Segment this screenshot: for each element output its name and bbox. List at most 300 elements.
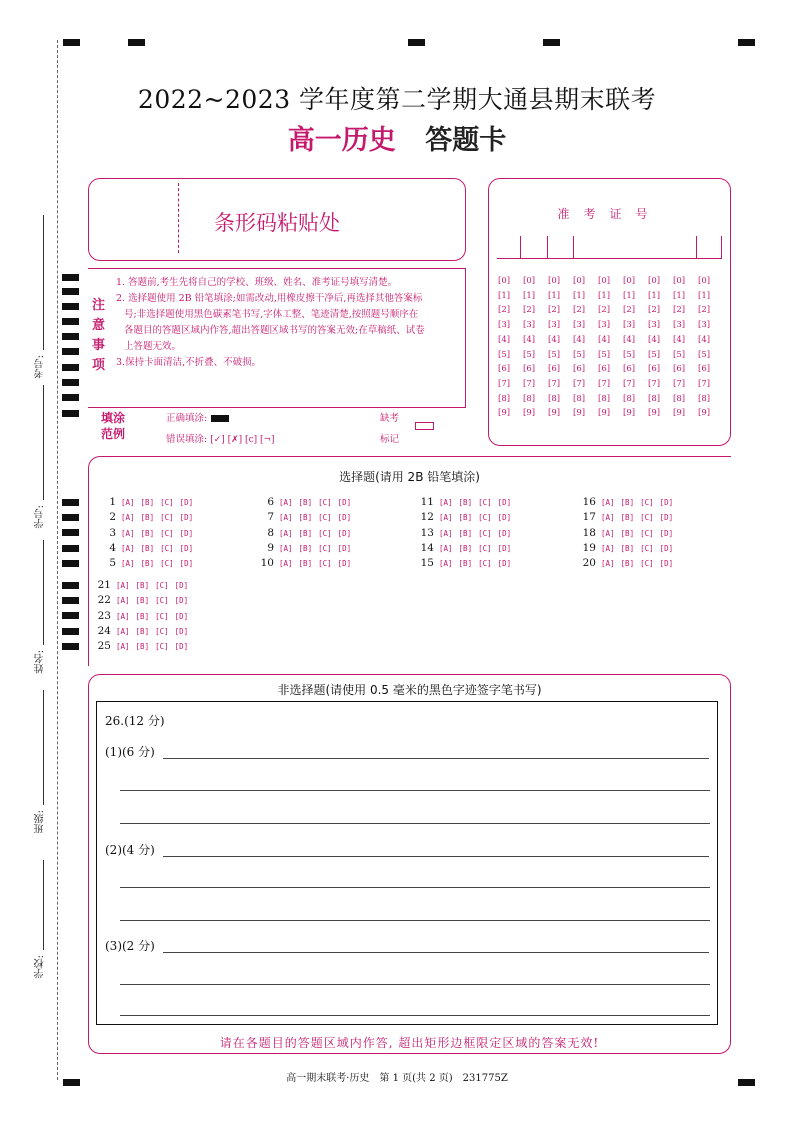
exam-id-bubble[interactable]: [3] xyxy=(573,320,586,331)
exam-id-bubble[interactable]: [1] xyxy=(673,290,686,301)
mc-question-number: 20 xyxy=(582,557,596,570)
mc-option-bubble[interactable]: [A] xyxy=(279,498,293,507)
mc-option-bubble[interactable]: [A] xyxy=(116,596,130,606)
mc-option-bubble[interactable]: [C] xyxy=(155,626,169,636)
exam-id-bubble[interactable]: [8] xyxy=(548,393,561,404)
exam-id-bubble[interactable]: [7] xyxy=(623,378,636,389)
student-no-label: 学号: xyxy=(35,505,46,529)
exam-id-bubble[interactable]: [5] xyxy=(548,349,561,360)
exam-id-bubble[interactable]: [4] xyxy=(548,334,561,345)
mc-question-number: 12 xyxy=(420,511,434,524)
free-response-title: 非选择题(请使用 0.5 毫米的黑色字迹签字笔书写) xyxy=(277,683,542,697)
multiple-choice-title: 选择题(请用 2B 铅笔填涂) xyxy=(339,470,480,484)
exam-id-bubble[interactable]: [3] xyxy=(523,320,536,331)
exam-id-bubble[interactable]: [1] xyxy=(548,290,561,301)
timing-mark xyxy=(62,394,79,401)
timing-mark xyxy=(62,379,79,386)
exam-id-bubble[interactable]: [2] xyxy=(648,305,661,316)
exam-id-bubble[interactable]: [3] xyxy=(673,320,686,331)
exam-id-bubble[interactable]: [2] xyxy=(598,305,611,316)
mc-option-bubble[interactable]: [C] xyxy=(478,513,492,523)
mc-option-bubble[interactable]: [A] xyxy=(279,528,293,538)
mc-option-bubble[interactable]: [B] xyxy=(140,559,155,569)
mc-option-bubble[interactable]: [C] xyxy=(318,543,332,553)
correct-fill-row xyxy=(166,410,229,424)
mc-option-bubble[interactable]: [B] xyxy=(458,559,473,569)
exam-id-bubble[interactable]: [7] xyxy=(698,378,711,389)
exam-id-bubble[interactable]: [7] xyxy=(673,378,686,389)
student-no-field[interactable] xyxy=(43,385,44,500)
timing-mark xyxy=(62,410,79,417)
mc-option-bubble[interactable]: [D] xyxy=(174,626,189,636)
exam-id-bubble[interactable]: [6] xyxy=(498,364,511,375)
mc-question-number: 13 xyxy=(420,526,434,539)
exam-id-bubble[interactable]: [2] xyxy=(623,305,636,316)
exam-id-bubble[interactable]: [9] xyxy=(598,408,611,419)
exam-id-bubble[interactable]: [2] xyxy=(548,305,561,316)
alignment-mark xyxy=(63,39,80,46)
exam-id-bubble[interactable]: [6] xyxy=(548,364,561,375)
answer-line[interactable] xyxy=(120,790,710,791)
mc-option-bubble[interactable]: [A] xyxy=(116,626,130,636)
timing-mark xyxy=(62,582,79,589)
exam-id-bubble[interactable]: [8] xyxy=(698,393,711,404)
mc-option-bubble[interactable]: [A] xyxy=(116,581,130,590)
answer-line[interactable] xyxy=(120,887,710,888)
exam-id-bubble[interactable]: [3] xyxy=(598,320,611,331)
mc-question xyxy=(580,496,679,508)
notes-heading-char: 注 xyxy=(92,298,106,313)
mc-option-bubble[interactable]: [D] xyxy=(174,581,189,590)
mc-question-number: 8 xyxy=(267,526,274,539)
exam-id-bubble[interactable]: [8] xyxy=(573,393,586,404)
mc-question-number: 1 xyxy=(109,496,116,508)
exam-id-bubble[interactable]: [5] xyxy=(648,349,661,360)
page-title: 2022~2023 学年度第二学期大通县期末联考 xyxy=(137,85,657,114)
exam-id-bubble[interactable]: [1] xyxy=(573,290,586,301)
mc-option-bubble[interactable]: [C] xyxy=(318,559,332,569)
class-field[interactable] xyxy=(43,690,44,805)
timing-mark xyxy=(62,364,79,371)
exam-id-bubble[interactable]: [5] xyxy=(523,349,536,360)
mc-option-bubble[interactable]: [D] xyxy=(659,498,674,507)
note-item: 3.保持卡面清洁,不折叠、不破损。 xyxy=(116,357,262,368)
mc-option-bubble[interactable]: [B] xyxy=(458,543,473,553)
timing-mark xyxy=(62,514,79,521)
exam-id-bubble[interactable]: [7] xyxy=(498,378,511,389)
mc-option-bubble[interactable]: [C] xyxy=(640,528,654,538)
exam-id-bubble[interactable]: [7] xyxy=(573,378,586,389)
mc-option-bubble[interactable]: [A] xyxy=(116,611,130,621)
answer-line[interactable] xyxy=(120,920,710,921)
exam-id-digit-row xyxy=(498,303,723,318)
alignment-mark xyxy=(128,39,145,46)
card-label: 答题卡 xyxy=(425,125,507,156)
mc-option-bubble[interactable]: [A] xyxy=(121,528,135,538)
timing-mark xyxy=(62,612,79,619)
mc-question-number: 25 xyxy=(97,640,111,653)
mc-question xyxy=(258,496,357,508)
exam-id-bubble[interactable]: [5] xyxy=(673,349,686,360)
exam-id-bubble[interactable]: [4] xyxy=(623,334,636,345)
mc-option-bubble[interactable]: [B] xyxy=(135,642,150,652)
mc-option-bubble[interactable]: [A] xyxy=(116,642,130,652)
mc-option-bubble[interactable]: [C] xyxy=(160,543,174,553)
mc-option-bubble[interactable]: [A] xyxy=(279,559,293,569)
mc-option-bubble[interactable]: [A] xyxy=(439,528,453,538)
timing-mark xyxy=(62,318,79,325)
exam-id-bubble[interactable]: [7] xyxy=(548,378,561,389)
mc-option-bubble[interactable]: [A] xyxy=(601,528,615,538)
fill-example-heading xyxy=(101,410,125,442)
exam-id-bubble[interactable]: [8] xyxy=(523,393,536,404)
mc-option-bubble[interactable]: [D] xyxy=(497,528,512,538)
mc-question xyxy=(258,511,357,523)
mc-option-bubble[interactable]: [C] xyxy=(640,559,654,569)
notes-text xyxy=(116,275,466,371)
mc-option-bubble[interactable]: [C] xyxy=(478,543,492,553)
mc-option-bubble[interactable]: [B] xyxy=(135,581,150,590)
mc-question-number: 3 xyxy=(109,526,116,539)
exam-id-bubble[interactable]: [4] xyxy=(573,334,586,345)
mc-question xyxy=(258,542,357,554)
mc-option-bubble[interactable]: [A] xyxy=(601,543,615,553)
correct-fill-mark xyxy=(211,415,229,422)
mc-option-bubble[interactable]: [C] xyxy=(160,498,174,507)
mc-question-number: 4 xyxy=(109,541,116,554)
mc-option-bubble[interactable]: [B] xyxy=(140,498,155,507)
notes-heading-char: 意 xyxy=(92,318,106,333)
answer-line[interactable] xyxy=(163,856,709,857)
exam-id-bubble[interactable]: [4] xyxy=(673,334,686,345)
mc-question xyxy=(580,511,679,523)
mc-option-bubble[interactable]: [D] xyxy=(659,528,674,538)
mc-option-bubble[interactable]: [C] xyxy=(155,611,169,621)
mc-option-bubble[interactable]: [B] xyxy=(620,559,635,569)
mc-option-bubble[interactable]: [A] xyxy=(279,543,293,553)
exam-id-bubble[interactable]: [0] xyxy=(548,276,561,286)
fill-heading-line: 范例 xyxy=(101,427,126,441)
mc-option-bubble[interactable]: [B] xyxy=(620,498,635,507)
mc-option-bubble[interactable]: [D] xyxy=(497,559,512,569)
exam-id-bubble-grid[interactable] xyxy=(498,274,723,421)
exam-id-bubble[interactable]: [3] xyxy=(698,320,711,331)
mc-option-bubble[interactable]: [D] xyxy=(174,596,189,606)
mc-option-bubble[interactable]: [B] xyxy=(298,528,313,538)
exam-id-digit-row xyxy=(498,348,723,363)
mc-option-bubble[interactable]: [D] xyxy=(179,559,194,569)
mc-question xyxy=(580,527,679,539)
mc-option-bubble[interactable]: [B] xyxy=(620,543,635,553)
mc-option-bubble[interactable]: [D] xyxy=(174,642,189,652)
mc-option-bubble[interactable]: [B] xyxy=(298,498,313,507)
note-item: 各题目的答题区域内作答,超出答题区域书写的答案无效;在草稿纸、试卷 xyxy=(124,325,425,336)
barcode-label: 条形码粘贴处 xyxy=(214,211,340,235)
mc-question xyxy=(100,557,199,569)
absent-label-2: 标记 xyxy=(380,434,400,445)
exam-id-bubble[interactable]: [2] xyxy=(573,305,586,316)
exam-id-bubble[interactable]: [9] xyxy=(573,408,586,419)
exam-id-bubble[interactable]: [7] xyxy=(648,378,661,389)
mc-option-bubble[interactable]: [A] xyxy=(121,498,135,507)
mc-option-bubble[interactable]: [C] xyxy=(155,581,169,590)
exam-id-bubble[interactable]: [4] xyxy=(698,334,711,345)
timing-mark xyxy=(62,643,79,650)
mc-option-bubble[interactable]: [B] xyxy=(458,498,473,507)
exam-id-bubble[interactable]: [0] xyxy=(598,276,611,286)
exam-id-bubble[interactable]: [6] xyxy=(673,364,686,375)
exam-id-bubble[interactable]: [3] xyxy=(623,320,636,331)
exam-id-bubble[interactable]: [2] xyxy=(523,305,536,316)
mc-option-bubble[interactable]: [D] xyxy=(659,513,674,523)
mc-option-bubble[interactable]: [D] xyxy=(337,559,352,569)
timing-mark xyxy=(62,597,79,604)
exam-id-bubble[interactable]: [8] xyxy=(623,393,636,404)
mc-option-bubble[interactable]: [D] xyxy=(659,559,674,569)
answer-line[interactable] xyxy=(120,823,710,824)
exam-id-bubble[interactable]: [1] xyxy=(698,290,711,301)
exam-id-digit-row xyxy=(498,392,723,407)
exam-id-bubble[interactable]: [5] xyxy=(698,349,711,360)
exam-id-bubble[interactable]: [8] xyxy=(598,393,611,404)
mc-option-bubble[interactable]: [D] xyxy=(497,513,512,523)
mc-option-bubble[interactable]: [B] xyxy=(298,543,313,553)
mc-option-bubble[interactable]: [C] xyxy=(478,498,492,507)
note-item: 号;非选择题使用黑色碳素笔书写,字体工整、笔迹清楚,按照题号顺序在 xyxy=(124,309,419,320)
exam-id-bubble[interactable]: [9] xyxy=(648,408,661,419)
timing-mark xyxy=(62,628,79,635)
mc-option-bubble[interactable]: [A] xyxy=(601,559,615,569)
mc-question-number: 11 xyxy=(420,496,434,508)
mc-option-bubble[interactable]: [B] xyxy=(140,543,155,553)
mc-option-bubble[interactable]: [A] xyxy=(121,543,135,553)
exam-id-bubble[interactable]: [6] xyxy=(523,364,536,375)
mc-option-bubble[interactable]: [D] xyxy=(337,513,352,523)
mc-option-bubble[interactable]: [B] xyxy=(140,528,155,538)
exam-id-bubble[interactable]: [5] xyxy=(623,349,636,360)
mc-question xyxy=(258,527,357,539)
mc-question-number: 24 xyxy=(97,624,111,637)
fill-heading-line: 填涂 xyxy=(101,411,126,425)
exam-id-bubble[interactable]: [8] xyxy=(648,393,661,404)
part-3-label: (3)(2 分) xyxy=(105,939,155,953)
exam-id-bubble[interactable]: [6] xyxy=(698,364,711,375)
exam-id-bubble[interactable]: [4] xyxy=(498,334,511,345)
mc-option-bubble[interactable]: [C] xyxy=(640,543,654,553)
mc-option-bubble[interactable]: [B] xyxy=(620,513,635,523)
timing-mark xyxy=(62,333,79,340)
exam-id-bubble[interactable]: [3] xyxy=(548,320,561,331)
exam-id-write-cells[interactable] xyxy=(497,236,722,259)
exam-id-bubble[interactable]: [5] xyxy=(498,349,511,360)
exam-no-label: 考号: xyxy=(35,355,46,379)
mc-option-bubble[interactable]: [A] xyxy=(439,498,453,507)
part-2-label: (2)(4 分) xyxy=(105,843,155,857)
school-label: 学校: xyxy=(35,955,46,979)
exam-id-bubble[interactable]: [8] xyxy=(673,393,686,404)
mc-option-bubble[interactable]: [C] xyxy=(155,642,169,652)
mc-option-bubble[interactable]: [D] xyxy=(179,498,194,507)
answer-line[interactable] xyxy=(120,984,710,985)
mc-option-bubble[interactable]: [D] xyxy=(337,498,352,507)
exam-id-bubble[interactable]: [5] xyxy=(598,349,611,360)
exam-id-bubble[interactable]: [8] xyxy=(498,393,511,404)
exam-id-bubble[interactable]: [1] xyxy=(648,290,661,301)
mc-option-bubble[interactable]: [B] xyxy=(140,513,155,523)
exam-id-bubble[interactable]: [6] xyxy=(598,364,611,375)
question-26-label: 26.(12 分) xyxy=(105,714,165,728)
exam-id-bubble[interactable]: [3] xyxy=(498,320,511,331)
exam-id-bubble[interactable]: [9] xyxy=(523,408,536,419)
mc-option-bubble[interactable]: [C] xyxy=(160,528,174,538)
mc-option-bubble[interactable]: [D] xyxy=(179,528,194,538)
mc-option-bubble[interactable]: [A] xyxy=(279,513,293,523)
exam-id-bubble[interactable]: [1] xyxy=(623,290,636,301)
exam-id-bubble[interactable]: [0] xyxy=(673,276,686,286)
name-field[interactable] xyxy=(43,540,44,645)
mc-option-bubble[interactable]: [A] xyxy=(439,543,453,553)
mc-option-bubble[interactable]: [A] xyxy=(601,513,615,523)
mc-question-number: 16 xyxy=(582,496,596,508)
mc-option-bubble[interactable]: [A] xyxy=(439,513,453,523)
mc-question xyxy=(100,511,199,523)
exam-id-bubble[interactable]: [7] xyxy=(523,378,536,389)
mc-option-bubble[interactable]: [C] xyxy=(640,498,654,507)
mc-option-bubble[interactable]: [C] xyxy=(478,559,492,569)
mc-option-bubble[interactable]: [B] xyxy=(620,528,635,538)
alignment-mark xyxy=(408,39,425,46)
exam-id-digit-row xyxy=(498,333,723,348)
mc-option-bubble[interactable]: [C] xyxy=(160,559,174,569)
mc-question xyxy=(100,542,199,554)
mc-option-bubble[interactable]: [B] xyxy=(135,596,150,606)
exam-id-bubble[interactable]: [0] xyxy=(498,276,511,286)
exam-id-bubble[interactable]: [0] xyxy=(648,276,661,286)
exam-id-bubble[interactable]: [1] xyxy=(498,290,511,301)
mc-option-bubble[interactable]: [B] xyxy=(298,559,313,569)
mc-option-bubble[interactable]: [B] xyxy=(458,528,473,538)
exam-id-bubble[interactable]: [6] xyxy=(648,364,661,375)
mc-question xyxy=(95,579,194,591)
exam-id-bubble[interactable]: [4] xyxy=(648,334,661,345)
class-label: 班级: xyxy=(35,810,46,834)
exam-id-bubble[interactable]: [2] xyxy=(498,305,511,316)
exam-id-digit-row xyxy=(498,377,723,392)
exam-id-bubble[interactable]: [0] xyxy=(523,276,536,286)
mc-option-bubble[interactable]: [C] xyxy=(318,498,332,507)
timing-mark xyxy=(62,348,79,355)
mc-question xyxy=(95,594,194,606)
school-field[interactable] xyxy=(43,860,44,950)
note-item: 2. 选择题使用 2B 铅笔填涂;如需改动,用橡皮擦干净后,再选择其他答案标 xyxy=(116,293,423,304)
exam-id-bubble[interactable]: [0] xyxy=(573,276,586,286)
mc-option-bubble[interactable]: [C] xyxy=(318,513,332,523)
answer-line[interactable] xyxy=(163,952,709,953)
exam-no-field[interactable] xyxy=(43,215,44,350)
mc-option-bubble[interactable]: [A] xyxy=(121,513,135,523)
exam-id-bubble[interactable]: [4] xyxy=(598,334,611,345)
binding-line xyxy=(57,40,58,1080)
exam-id-bubble[interactable]: [2] xyxy=(673,305,686,316)
exam-id-bubble[interactable]: [0] xyxy=(698,276,711,286)
mc-option-bubble[interactable]: [A] xyxy=(439,559,453,569)
exam-id-bubble[interactable]: [4] xyxy=(523,334,536,345)
mc-option-bubble[interactable]: [C] xyxy=(318,528,332,538)
mc-question xyxy=(258,557,357,569)
mc-option-bubble[interactable]: [B] xyxy=(135,626,150,636)
mc-question-number: 15 xyxy=(420,557,434,570)
mc-option-bubble[interactable]: [D] xyxy=(174,611,189,621)
notes-heading-char: 事 xyxy=(92,338,106,353)
page-subtitle xyxy=(0,118,794,157)
mc-option-bubble[interactable]: [B] xyxy=(458,513,473,523)
timing-mark xyxy=(62,288,79,295)
mc-option-bubble[interactable]: [C] xyxy=(640,513,654,523)
exam-id-bubble[interactable]: [9] xyxy=(498,408,511,419)
answer-box[interactable] xyxy=(96,701,718,1025)
mc-option-bubble[interactable]: [D] xyxy=(337,543,352,553)
mc-option-bubble[interactable]: [A] xyxy=(601,498,615,507)
mc-question xyxy=(100,527,199,539)
absent-checkbox[interactable] xyxy=(415,422,434,430)
mc-option-bubble[interactable]: [D] xyxy=(497,543,512,553)
exam-id-bubble[interactable]: [3] xyxy=(648,320,661,331)
mc-question xyxy=(418,511,517,523)
mc-option-bubble[interactable]: [D] xyxy=(337,528,352,538)
wrong-fill-label: 错误填涂: xyxy=(166,434,208,445)
timing-mark xyxy=(62,303,79,310)
mc-option-bubble[interactable]: [A] xyxy=(121,559,135,569)
mc-question-number: 23 xyxy=(97,609,111,622)
part-1-label: (1)(6 分) xyxy=(105,745,155,759)
page-footer: 高一期末联考·历史 第 1 页(共 2 页) 231775Z xyxy=(286,1073,508,1084)
wrong-fill-marks: [✓] [✗] [c] [¬] xyxy=(210,435,275,445)
exam-id-digit-row xyxy=(498,274,723,289)
mc-question xyxy=(95,610,194,622)
mc-option-bubble[interactable]: [B] xyxy=(298,513,313,523)
exam-id-bubble[interactable]: [9] xyxy=(673,408,686,419)
mc-option-bubble[interactable]: [D] xyxy=(497,498,512,507)
exam-id-bubble[interactable]: [5] xyxy=(573,349,586,360)
alignment-mark xyxy=(738,39,755,46)
mc-option-bubble[interactable]: [D] xyxy=(659,543,674,553)
exam-id-bubble[interactable]: [2] xyxy=(698,305,711,316)
exam-id-bubble[interactable]: [9] xyxy=(698,408,711,419)
exam-id-bubble[interactable]: [6] xyxy=(573,364,586,375)
exam-id-bubble[interactable]: [1] xyxy=(598,290,611,301)
mc-question-number: 18 xyxy=(582,526,596,539)
timing-mark xyxy=(62,499,79,506)
mc-option-bubble[interactable]: [C] xyxy=(478,528,492,538)
notes-heading-char: 项 xyxy=(92,358,106,373)
exam-id-bubble[interactable]: [9] xyxy=(548,408,561,419)
mc-option-bubble[interactable]: [C] xyxy=(155,596,169,606)
mc-question xyxy=(418,496,517,508)
mc-option-bubble[interactable]: [D] xyxy=(179,543,194,553)
exam-id-bubble[interactable]: [6] xyxy=(623,364,636,375)
wrong-fill-row xyxy=(166,431,275,445)
exam-id-bubble[interactable]: [1] xyxy=(523,290,536,301)
exam-id-bubble[interactable]: [9] xyxy=(623,408,636,419)
mc-option-bubble[interactable]: [D] xyxy=(179,513,194,523)
mc-option-bubble[interactable]: [B] xyxy=(135,611,150,621)
exam-id-bubble[interactable]: [0] xyxy=(623,276,636,286)
exam-id-bubble[interactable]: [7] xyxy=(598,378,611,389)
answer-line[interactable] xyxy=(163,758,709,759)
mc-question-number: 21 xyxy=(97,579,111,591)
mc-option-bubble[interactable]: [C] xyxy=(160,513,174,523)
answer-line[interactable] xyxy=(120,1015,710,1016)
